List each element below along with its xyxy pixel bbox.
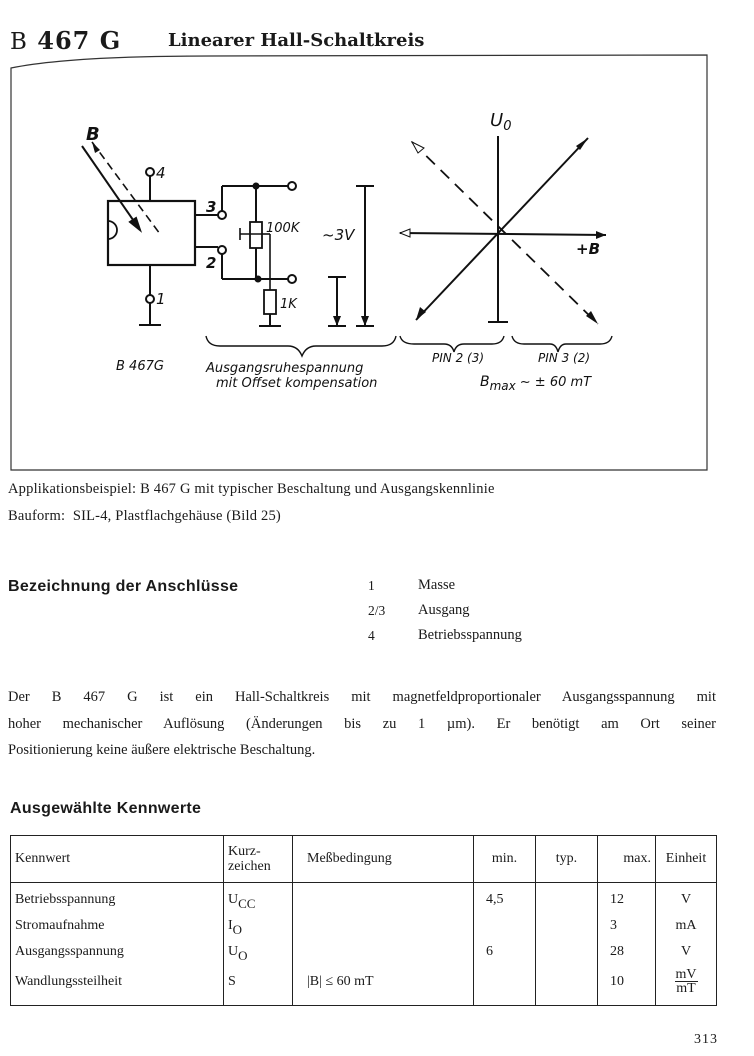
brace-label-line1: Ausgangsruhespannung (206, 361, 364, 376)
figure-frame (11, 55, 707, 470)
min-value: 4,5 (486, 892, 504, 907)
symbol: S (228, 974, 236, 989)
table-header-row (11, 836, 717, 883)
field-label: B (86, 124, 100, 145)
unit: mA (675, 918, 697, 933)
circuit-diagram (82, 142, 396, 356)
ic-notch (108, 221, 117, 239)
typ-value (540, 939, 593, 965)
pin-name: Ausgang (418, 602, 470, 618)
table-row-label: Wandlungssteilheit (15, 974, 122, 989)
x-axis (400, 233, 606, 235)
supply-voltage-label: ~3V (322, 226, 355, 244)
condition: |B| ≤ 60 mT (307, 974, 374, 989)
max-value: 3 (610, 918, 617, 933)
pin-label-4: 4 (156, 164, 166, 182)
symbol: $U_O$ (228, 944, 248, 963)
parameters-table (10, 835, 717, 1006)
field-arrow (82, 146, 140, 230)
package-caption: Bauform: SIL-4, Plastflachgehäuse (Bild 25) (8, 508, 281, 524)
part-designation (10, 26, 121, 55)
condition (307, 913, 469, 939)
unit: V (680, 944, 692, 959)
part-suffix: G (99, 26, 122, 55)
figure-caption: Applikationsbeispiel: B 467 G mit typischer Beschaltung und Ausgangskennlinie (8, 481, 495, 497)
output-terminal-bottom (288, 275, 296, 283)
max-value: 28 (610, 944, 624, 959)
description-line: Positionierung keine äußere elektrische Beschaltung. (8, 742, 316, 758)
page-number: 313 (694, 1032, 718, 1047)
table-row-label: Stromaufnahme (15, 918, 105, 933)
pin-name: Betriebsspannung (418, 627, 522, 643)
col-kennwert: Kennwert (11, 836, 224, 883)
pin-number: 1 (368, 578, 375, 593)
condition (307, 939, 469, 965)
description-line: Der B 467 G ist ein Hall-Schaltkreis mit magnetfeldproportionaler Ausgangsspannung mit (8, 689, 716, 705)
pot-value: 100K (266, 221, 300, 236)
output-terminal-top (288, 182, 296, 190)
col-max: max. (598, 836, 656, 883)
pin-name: Masse (418, 577, 456, 593)
typ-value (540, 913, 593, 939)
y-axis-label: $U_0$ (490, 110, 512, 134)
symbol-cell (224, 883, 293, 1006)
pin-label-2: 2 (206, 254, 217, 272)
part-number: 467 (37, 26, 91, 55)
kennwert-cell (11, 883, 224, 1006)
description-paragraph (8, 684, 716, 764)
max-value: 12 (610, 892, 624, 907)
brace-pin2 (400, 336, 504, 352)
typ-value (540, 887, 593, 913)
potentiometer-100k (250, 222, 262, 248)
device-label: B 467G (116, 359, 164, 374)
pin-label-1: 1 (156, 290, 166, 308)
unit: $\frac{mV}{mT}$ (675, 967, 697, 997)
table-body (11, 883, 717, 1006)
symbol: $I_O$ (228, 918, 243, 937)
col-einheit: Einheit (656, 836, 717, 883)
unit: V (680, 892, 692, 907)
typ-cell (536, 883, 598, 1006)
col-kurzzeichen: Kurz- zeichen (224, 836, 293, 883)
brace-pin3 (512, 336, 612, 352)
pin-4-terminal (146, 168, 154, 176)
pin-2-terminal (218, 246, 226, 254)
resistor-value: 1K (280, 297, 297, 312)
min-value (486, 965, 531, 999)
parameters-heading: Ausgewählte Kennwerte (10, 800, 202, 817)
max-cell (598, 883, 656, 1006)
col-typ: typ. (536, 836, 598, 883)
description-line: hoher mechanischer Auflösung (Änderungen bis zu 1 µm). Er benötigt am Ort seiner (8, 715, 716, 732)
part-prefix: B (10, 29, 28, 55)
brace-label-pin3: PIN 3 (2) (538, 351, 591, 365)
brace-label-line2: mit Offset kompensation (216, 376, 378, 391)
page-title: Linearer Hall-Schaltkreis (168, 30, 425, 51)
unit-cell (656, 883, 717, 1006)
pin-label-3: 3 (206, 198, 217, 216)
hall-ic-body (108, 201, 195, 265)
table-row-label: Ausgangsspannung (15, 944, 124, 959)
min-value (486, 913, 531, 939)
col-messbedingung: Meßbedingung (293, 836, 474, 883)
col-min: min. (474, 836, 536, 883)
bmax-label: Bmax ~ ± 60 mT (480, 374, 592, 393)
symbol: $U_{CC}$ (228, 892, 256, 911)
application-figure (10, 54, 708, 472)
pin-number: 2/3 (368, 603, 386, 618)
table-row-label: Betriebsspannung (15, 892, 116, 907)
max-value: 10 (610, 974, 624, 989)
min-value: 6 (486, 944, 493, 959)
brace-offset (206, 336, 396, 356)
resistor-1k (264, 290, 276, 314)
condition-cell (293, 883, 474, 1006)
x-axis-label: +B (576, 240, 601, 258)
pins-heading: Bezeichnung der Anschlüsse (8, 578, 239, 595)
typ-value (540, 965, 593, 999)
pin-3-terminal (218, 211, 226, 219)
condition (307, 887, 469, 913)
field-arrow-head (130, 218, 140, 230)
pin-number: 4 (368, 628, 375, 643)
pin-1-terminal (146, 295, 154, 303)
min-cell (474, 883, 536, 1006)
brace-label-pin2: PIN 2 (3) (432, 351, 485, 365)
